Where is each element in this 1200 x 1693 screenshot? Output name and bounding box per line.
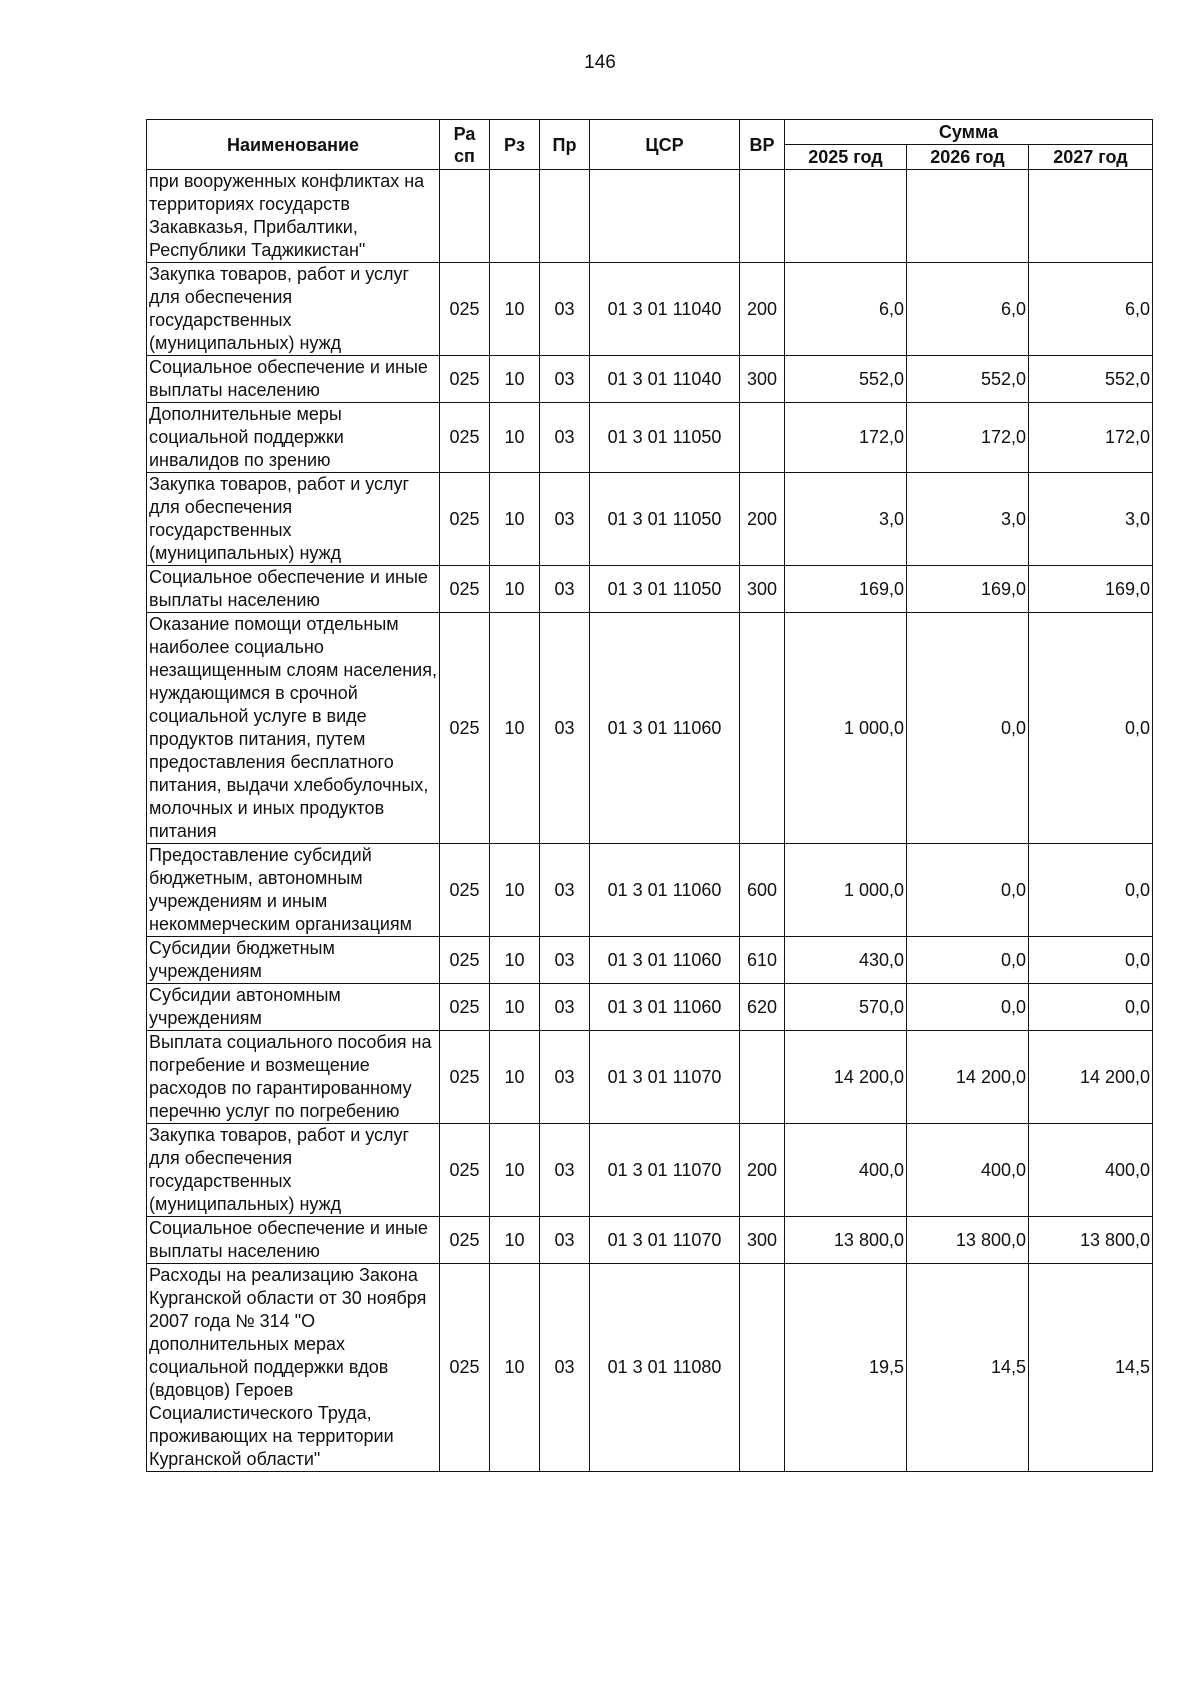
cell-2026: 14 200,0 <box>907 1031 1029 1124</box>
cell-rz: 10 <box>490 613 540 844</box>
cell-2027: 552,0 <box>1029 356 1153 403</box>
cell-name: Закупка товаров, работ и услуг для обеспечения государственных (муниципальных) нужд <box>147 263 440 356</box>
cell-pr: 03 <box>540 1217 590 1264</box>
cell-rz: 10 <box>490 473 540 566</box>
cell-vr <box>740 403 785 473</box>
cell-csr: 01 3 01 11050 <box>590 566 740 613</box>
cell-vr <box>740 1031 785 1124</box>
cell-rz: 10 <box>490 403 540 473</box>
cell-rz: 10 <box>490 1264 540 1472</box>
cell-2027: 0,0 <box>1029 613 1153 844</box>
cell-2027: 14 200,0 <box>1029 1031 1153 1124</box>
cell-vr: 600 <box>740 844 785 937</box>
header-2026: 2026 год <box>907 145 1029 170</box>
budget-table <box>146 119 1153 1472</box>
cell-name: Предоставление субсидий бюджетным, автономным учреждениям и иным некоммерческим организациям <box>147 844 440 937</box>
header-2027: 2027 год <box>1029 145 1153 170</box>
cell-2027: 6,0 <box>1029 263 1153 356</box>
cell-2026: 0,0 <box>907 844 1029 937</box>
cell-csr: 01 3 01 11070 <box>590 1217 740 1264</box>
cell-2025: 19,5 <box>785 1264 907 1472</box>
cell-name: Субсидии автономным учреждениям <box>147 984 440 1031</box>
cell-csr: 01 3 01 11040 <box>590 263 740 356</box>
cell-2025: 1 000,0 <box>785 613 907 844</box>
header-rasp <box>440 120 490 170</box>
cell-2026: 0,0 <box>907 613 1029 844</box>
cell-rz: 10 <box>490 984 540 1031</box>
table-row <box>147 613 1153 844</box>
cell-pr: 03 <box>540 403 590 473</box>
cell-csr <box>590 170 740 263</box>
cell-rz: 10 <box>490 1031 540 1124</box>
cell-vr: 610 <box>740 937 785 984</box>
cell-pr <box>540 170 590 263</box>
cell-rasp: 025 <box>440 403 490 473</box>
cell-rz <box>490 170 540 263</box>
table-row <box>147 937 1153 984</box>
table-row <box>147 170 1153 263</box>
cell-pr: 03 <box>540 263 590 356</box>
cell-pr: 03 <box>540 566 590 613</box>
header-vr: ВР <box>740 120 785 170</box>
cell-vr: 200 <box>740 1124 785 1217</box>
cell-csr: 01 3 01 11070 <box>590 1124 740 1217</box>
cell-vr <box>740 170 785 263</box>
cell-2026: 0,0 <box>907 984 1029 1031</box>
header-rasp-line1: Ра <box>453 123 476 144</box>
cell-vr: 620 <box>740 984 785 1031</box>
cell-2025 <box>785 170 907 263</box>
cell-2026: 172,0 <box>907 403 1029 473</box>
cell-2025: 13 800,0 <box>785 1217 907 1264</box>
cell-2026: 400,0 <box>907 1124 1029 1217</box>
cell-2027: 3,0 <box>1029 473 1153 566</box>
cell-name: Социальное обеспечение и иные выплаты населению <box>147 1217 440 1264</box>
cell-rasp: 025 <box>440 613 490 844</box>
cell-csr: 01 3 01 11060 <box>590 937 740 984</box>
table-row <box>147 844 1153 937</box>
cell-csr: 01 3 01 11070 <box>590 1031 740 1124</box>
cell-name: Выплата социального пособия на погребение и возмещение расходов по гарантированному перечню услуг по погребению <box>147 1031 440 1124</box>
cell-rasp: 025 <box>440 1264 490 1472</box>
cell-vr: 300 <box>740 566 785 613</box>
cell-csr: 01 3 01 11060 <box>590 984 740 1031</box>
cell-csr: 01 3 01 11060 <box>590 613 740 844</box>
cell-2026: 169,0 <box>907 566 1029 613</box>
cell-2027: 169,0 <box>1029 566 1153 613</box>
page-number: 146 <box>584 52 616 73</box>
cell-2026: 0,0 <box>907 937 1029 984</box>
cell-csr: 01 3 01 11050 <box>590 403 740 473</box>
cell-pr: 03 <box>540 1264 590 1472</box>
cell-name: Оказание помощи отдельным наиболее социально незащищенным слоям населения, нуждающимся в срочной социальной услуге в виде продуктов питания, путем предоставления бесплатного питания, выдачи хлебобулочных, молочных и иных продуктов питания <box>147 613 440 844</box>
cell-2025: 1 000,0 <box>785 844 907 937</box>
cell-rz: 10 <box>490 1217 540 1264</box>
cell-2025: 552,0 <box>785 356 907 403</box>
cell-pr: 03 <box>540 473 590 566</box>
cell-csr: 01 3 01 11060 <box>590 844 740 937</box>
cell-2025: 430,0 <box>785 937 907 984</box>
cell-2025: 169,0 <box>785 566 907 613</box>
cell-2027: 400,0 <box>1029 1124 1153 1217</box>
cell-vr <box>740 1264 785 1472</box>
table-row <box>147 984 1153 1031</box>
cell-2027: 14,5 <box>1029 1264 1153 1472</box>
cell-rasp: 025 <box>440 1217 490 1264</box>
cell-name: Расходы на реализацию Закона Курганской области от 30 ноября 2007 года № 314 "О дополнительных мерах социальной поддержки вдов (вдовцов) Героев Социалистического Труда, проживающих на территории Курганской области" <box>147 1264 440 1472</box>
cell-name: Закупка товаров, работ и услуг для обеспечения государственных (муниципальных) нужд <box>147 473 440 566</box>
header-sum: Сумма <box>785 120 1153 145</box>
cell-2027 <box>1029 170 1153 263</box>
cell-2025: 14 200,0 <box>785 1031 907 1124</box>
cell-csr: 01 3 01 11040 <box>590 356 740 403</box>
cell-2025: 172,0 <box>785 403 907 473</box>
cell-rz: 10 <box>490 937 540 984</box>
cell-rasp: 025 <box>440 984 490 1031</box>
table-row <box>147 263 1153 356</box>
cell-pr: 03 <box>540 613 590 844</box>
cell-2025: 570,0 <box>785 984 907 1031</box>
cell-vr <box>740 613 785 844</box>
header-2025: 2025 год <box>785 145 907 170</box>
header-rz: Рз <box>490 120 540 170</box>
table-row <box>147 1264 1153 1472</box>
header-csr: ЦСР <box>590 120 740 170</box>
table-body <box>147 170 1153 1472</box>
cell-name: Дополнительные меры социальной поддержки инвалидов по зрению <box>147 403 440 473</box>
cell-name: Закупка товаров, работ и услуг для обеспечения государственных (муниципальных) нужд <box>147 1124 440 1217</box>
header-name: Наименование <box>147 120 440 170</box>
cell-pr: 03 <box>540 356 590 403</box>
cell-vr: 300 <box>740 1217 785 1264</box>
cell-pr: 03 <box>540 1124 590 1217</box>
cell-rasp: 025 <box>440 1124 490 1217</box>
cell-2027: 13 800,0 <box>1029 1217 1153 1264</box>
cell-name: Социальное обеспечение и иные выплаты населению <box>147 356 440 403</box>
cell-2027: 0,0 <box>1029 844 1153 937</box>
cell-csr: 01 3 01 11050 <box>590 473 740 566</box>
cell-name: при вооруженных конфликтах на территориях государств Закавказья, Прибалтики, Республики Таджикистан" <box>147 170 440 263</box>
header-rasp-line2: сп <box>454 145 475 166</box>
cell-name: Субсидии бюджетным учреждениям <box>147 937 440 984</box>
table-row <box>147 566 1153 613</box>
cell-2026: 3,0 <box>907 473 1029 566</box>
table-row <box>147 403 1153 473</box>
cell-vr: 200 <box>740 263 785 356</box>
cell-2025: 400,0 <box>785 1124 907 1217</box>
cell-2026: 6,0 <box>907 263 1029 356</box>
cell-rasp: 025 <box>440 937 490 984</box>
cell-csr: 01 3 01 11080 <box>590 1264 740 1472</box>
cell-rz: 10 <box>490 263 540 356</box>
cell-pr: 03 <box>540 937 590 984</box>
header-pr: Пр <box>540 120 590 170</box>
cell-2026: 14,5 <box>907 1264 1029 1472</box>
cell-rasp: 025 <box>440 356 490 403</box>
cell-2027: 172,0 <box>1029 403 1153 473</box>
cell-2027: 0,0 <box>1029 984 1153 1031</box>
cell-2026: 552,0 <box>907 356 1029 403</box>
cell-vr: 300 <box>740 356 785 403</box>
cell-rasp: 025 <box>440 263 490 356</box>
table-row <box>147 1031 1153 1124</box>
table-row <box>147 1124 1153 1217</box>
cell-2026: 13 800,0 <box>907 1217 1029 1264</box>
cell-rasp: 025 <box>440 566 490 613</box>
table-row <box>147 1217 1153 1264</box>
cell-rz: 10 <box>490 844 540 937</box>
cell-2026 <box>907 170 1029 263</box>
table-row <box>147 473 1153 566</box>
cell-pr: 03 <box>540 1031 590 1124</box>
cell-2025: 3,0 <box>785 473 907 566</box>
cell-vr: 200 <box>740 473 785 566</box>
cell-2025: 6,0 <box>785 263 907 356</box>
cell-rz: 10 <box>490 1124 540 1217</box>
cell-rasp <box>440 170 490 263</box>
cell-rasp: 025 <box>440 844 490 937</box>
cell-pr: 03 <box>540 844 590 937</box>
cell-rz: 10 <box>490 566 540 613</box>
cell-pr: 03 <box>540 984 590 1031</box>
cell-2027: 0,0 <box>1029 937 1153 984</box>
cell-rz: 10 <box>490 356 540 403</box>
cell-rasp: 025 <box>440 473 490 566</box>
table-header <box>147 120 1153 170</box>
table-row <box>147 356 1153 403</box>
cell-rasp: 025 <box>440 1031 490 1124</box>
cell-name: Социальное обеспечение и иные выплаты населению <box>147 566 440 613</box>
